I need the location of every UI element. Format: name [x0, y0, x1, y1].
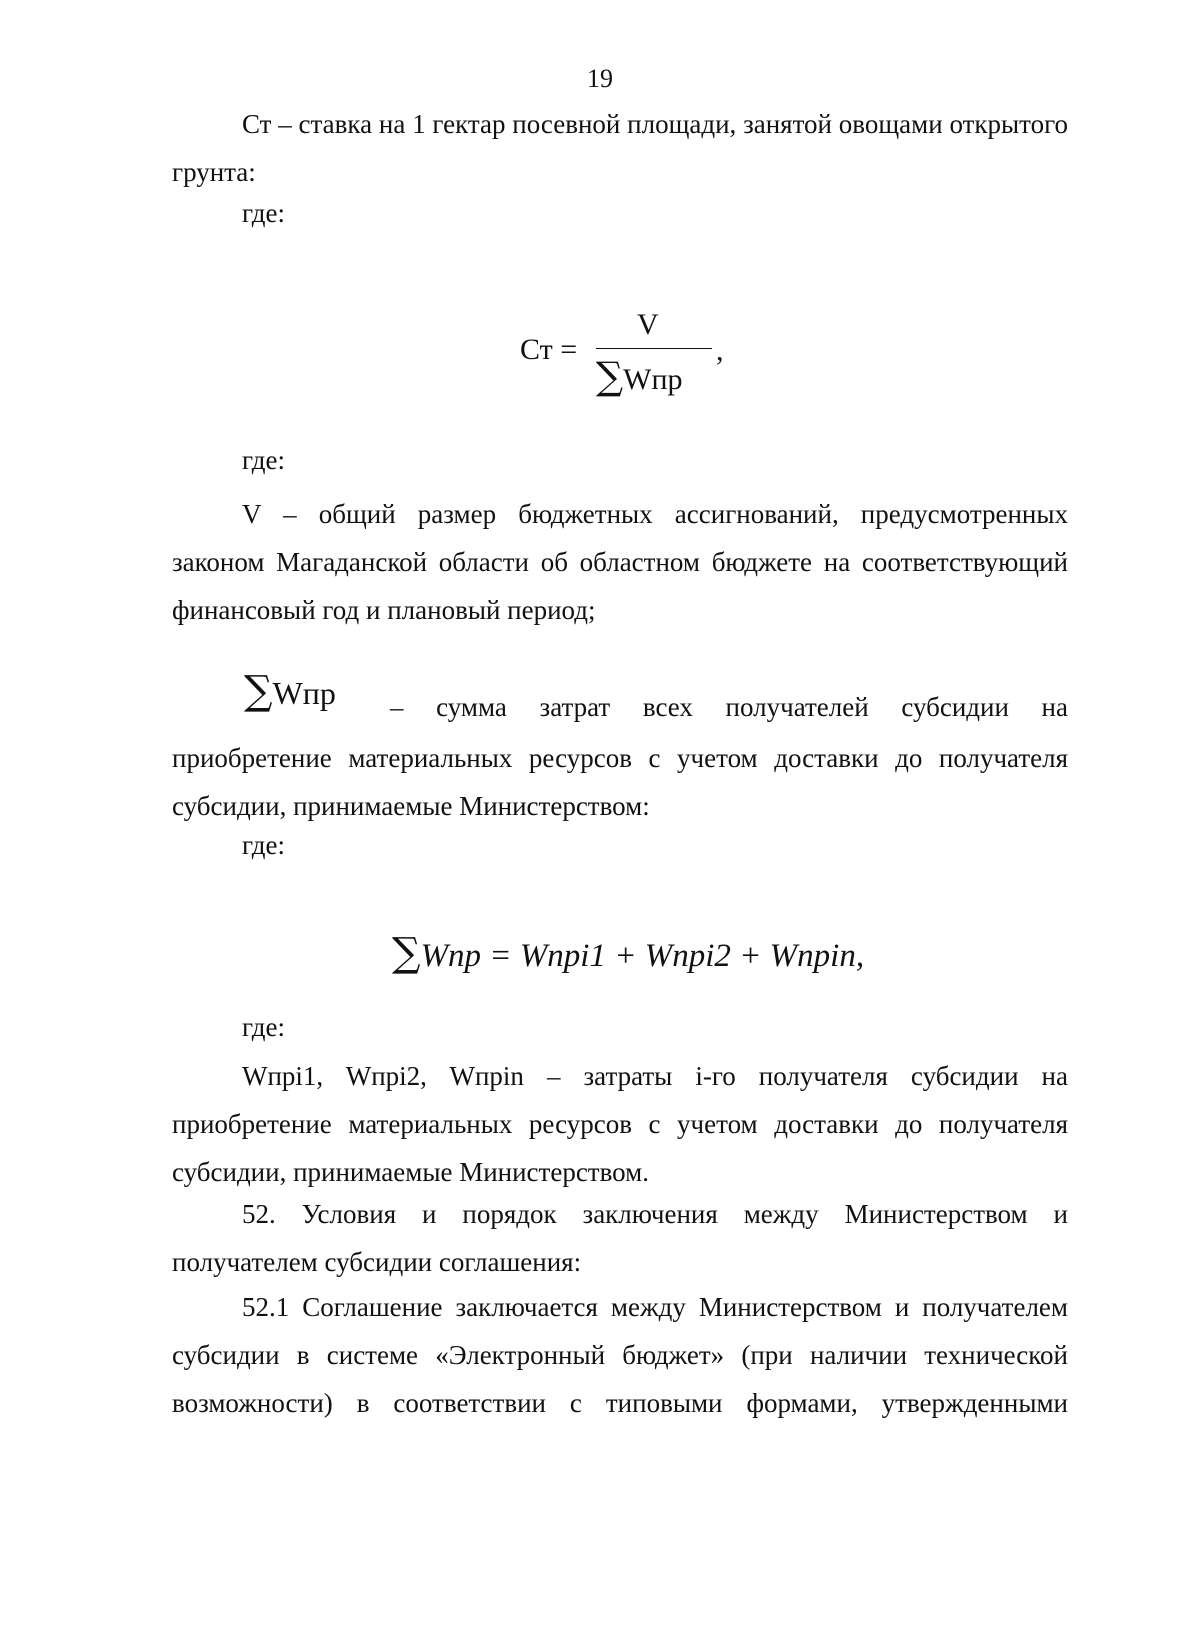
sum-term-description-line1: – сумма затрат всех получателей субсидии на	[390, 692, 1068, 722]
paragraph-52-text: 52. Условия и порядок заключения между Министерством и получателем субсидии соглашения:	[172, 1199, 1068, 1277]
paragraph-rate-definition	[172, 100, 1068, 196]
paragraph-w-definition-text: Wпрi1, Wпрi2, Wпрin – затраты i-го получателя субсидии на приобретение материальных ресурсов с учетом доставки до получателя субсидии, принимаемые Министерством.	[172, 1061, 1068, 1187]
paragraph-52	[172, 1190, 1068, 1286]
sigma-symbol: ∑	[392, 930, 421, 976]
sum-term-description-rest: приобретение материальных ресурсов с учетом доставки до получателя субсидии, принимаемые Министерством:	[172, 743, 1068, 821]
sigma-symbol: ∑	[244, 668, 273, 714]
paragraph-v-definition	[172, 490, 1068, 634]
sigma-symbol: ∑	[596, 354, 624, 398]
page-number: 19	[587, 64, 613, 93]
paragraph-v-definition-text: V – общий размер бюджетных ассигнований, предусмотренных законом Магаданской области об областном бюджете на соответствующий финансовый год и плановый период;	[172, 499, 1068, 625]
fraction-bar	[596, 348, 712, 349]
paragraph-w-definition	[172, 1052, 1068, 1196]
where-label-2: где:	[242, 445, 285, 475]
formula-rate-lhs: Ст =	[520, 333, 578, 366]
formula-rate-denominator	[596, 354, 683, 398]
formula-sum-text: Wnp = Wnpi1 + Wnpi2 + Wnpin,	[420, 938, 865, 974]
formula-rate-comma: ,	[716, 334, 724, 367]
formula-rate-denominator-text: Wпр	[623, 363, 683, 396]
formula-sum	[392, 930, 864, 976]
sum-term	[244, 668, 336, 714]
sum-term-symbol: Wпр	[272, 675, 336, 711]
formula-rate-numerator: V	[637, 308, 659, 341]
paragraph-rate-definition-text: Ст – ставка на 1 гектар посевной площади, занятой овощами открытого грунта:	[172, 109, 1068, 187]
paragraph-52-1	[172, 1283, 1068, 1427]
where-label-4: где:	[242, 1012, 285, 1042]
where-label-1: где:	[242, 198, 285, 228]
paragraph-52-1-text: 52.1 Соглашение заключается между Министерством и получателем субсидии в системе «Электронный бюджет» (при наличии технической возможности) в соответствии с типовыми формами, утвержденными	[172, 1292, 1068, 1418]
where-label-3: где:	[242, 830, 285, 860]
